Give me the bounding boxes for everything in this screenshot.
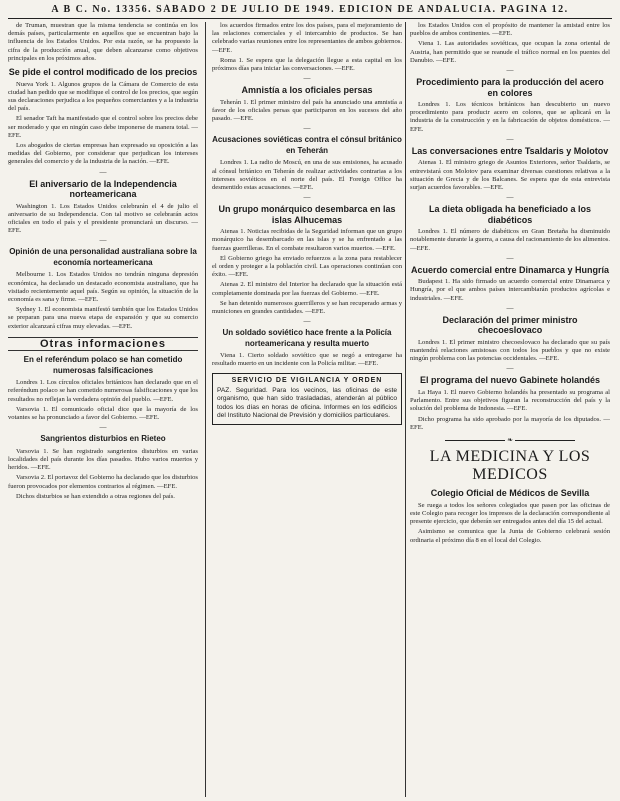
- separator: —: [506, 303, 514, 312]
- article-headline: Acuerdo comercial entre Dinamarca y Hungría: [410, 264, 610, 275]
- article-paragraph: Se ruega a todos los señores colegiados que pasen por las oficinas de este Colegio para recoger los impresos de la declaración correspondiente al presente ejercicio, que deberán ser entregados antes del día 15 del actual.: [410, 501, 610, 526]
- article-paragraph: Viena 1. Cierto soldado soviético que se negó a entregarse ha resultado muerto en un incidente con la Policía militar. —EFE.: [212, 352, 402, 368]
- article-paragraph: Varsovia 2. El portavoz del Gobierno ha declarado que los disturbios fueron provocados por elementos contrarios al régimen. —EFE.: [8, 474, 198, 490]
- separator: —: [99, 423, 107, 432]
- article-paragraph: Londres 1. Los círculos oficiales británicos han declarado que en el referéndum polaco se han cometido numerosas falsificaciones y que los resultados no reflejan la verdadera opinión del pueblo. —EFE.: [8, 379, 198, 403]
- article-paragraph: Sydney 1. El economista manifestó también que los Estados Unidos se preparan para una nueva etapa de expansión y que su comercio exterior alcanzará cifras muy elevadas. —EFE.: [8, 306, 198, 330]
- article-paragraph: Dicho programa ha sido aprobado por la mayoría de los diputados. —EFE.: [410, 415, 610, 431]
- section-heading: LA MEDICINA Y LOS MEDICOS: [429, 448, 591, 484]
- article-paragraph: Londres 1. El primer ministro checoeslovaco ha declarado que su país mantendrá relaciones amistosas con todos los pueblos y que no existe ningún problema con las potencias occidentales. —EFE.: [410, 338, 610, 363]
- column-rule: [205, 22, 206, 797]
- article-headline: Un grupo monárquico desembarca en las islas Alhucemas: [218, 204, 396, 225]
- article-headline: Colegio Oficial de Médicos de Sevilla: [430, 488, 590, 499]
- article-paragraph: Varsovia 1. El comunicado oficial dice que la mayoría de los votantes se ha pronunciado a favor del Gobierno. —EFE.: [8, 405, 198, 422]
- article-headline: El programa del nuevo Gabinete holandés: [419, 375, 601, 386]
- separator: —: [99, 236, 107, 245]
- article-headline: El aniversario de la Independencia norteamericana: [29, 178, 177, 200]
- separator: —: [506, 66, 514, 75]
- separator: —: [303, 317, 311, 326]
- article-paragraph: Dichos disturbios se han extendido a otras regiones del país.: [16, 492, 175, 500]
- article-paragraph: Los abogados de ciertas empresas han expresado su oposición a las medidas del Gobierno, por considerar que perjudican los intereses generales del comercio y de la industria de la nación. —EFE.: [8, 141, 198, 166]
- article-paragraph: Teherán 1. El primer ministro del país ha anunciado una amnistía a favor de los oficiales persas que participaron en los sucesos del año pasado. —EFE.: [212, 98, 402, 123]
- ornament-divider: ❧: [410, 436, 610, 444]
- article-paragraph: Londres 1. La radio de Moscú, en una de sus emisiones, ha acusado al cónsul británico en Teherán de realizar actividades contrarias a los intereses soviéticos en el norte del país. El Foreign Office ha desmentido estas acusaciones. —EFE.: [212, 159, 402, 191]
- article-headline: Opinión de una personalidad australiana sobre la economía norteamericana: [9, 247, 197, 267]
- article-paragraph: los acuerdos firmados entre los dos países, para el mejoramiento de las relaciones comerciales y el intercambio de productos. Se han celebrado varias reuniones entre los representantes de ambos gobiernos. —EFE.: [212, 22, 402, 54]
- article-headline: Procedimiento para la producción del acero en colores: [416, 77, 604, 98]
- notice-text: PAZ. Seguridad. Para los vecinos, las oficinas de este organismo, que han sido trasladadas, atenderán al público todos los días en horas de oficina. Informes en los edificios del Instituto Nacional de Previsión y domicilios particulares.: [217, 386, 397, 420]
- column-3: [410, 22, 610, 797]
- article-headline: Un soldado soviético hace frente a la Policía norteamericana y resulta muerto: [222, 328, 392, 348]
- separator: —: [506, 193, 514, 202]
- column-rule: [405, 22, 406, 797]
- article-headline: Se pide el control modificado de los precios: [8, 67, 198, 78]
- article-paragraph: Viena 1. Las autoridades soviéticas, que ocupan la zona oriental de Austria, han permitido que se reanude el tráfico normal en los puentes del Danubio. —EFE.: [410, 40, 610, 64]
- article-headline: Sangrientos disturbios en Rieteo: [40, 434, 166, 444]
- separator: —: [303, 74, 311, 83]
- separator: —: [506, 364, 514, 373]
- separator: —: [506, 253, 514, 262]
- article-paragraph: Londres 1. El número de diabéticos en Gran Bretaña ha disminuido notablemente durante la guerra, a causa del racionamiento de los alimentos. —EFE.: [410, 228, 610, 252]
- column-1: [8, 22, 198, 797]
- page-masthead: A B C. No. 13356. SÁBADO 2 DE JULIO DE 1949. EDICION DE ANDALUCIA. PAGINA 12.: [8, 4, 612, 19]
- article-paragraph: Washington 1. Los Estados Unidos celebrarán el 4 de julio el aniversario de su Independencia. Con tal motivo se celebrarán actos oficiales en todo el país y el presidente pronunciará un discurso. —EFE.: [8, 202, 198, 235]
- article-paragraph: Nueva York 1. Algunos grupos de la Cámara de Comercio de esta ciudad han pedido que se modifique el control de los precios, que según sus declaraciones perjudica a los pequeños comerciantes y a la industria del país.: [8, 80, 198, 113]
- article-paragraph: El Gobierno griego ha enviado refuerzos a la zona para restablecer el orden y proteger a la población civil. Las operaciones continúan con éxito. —EFE.: [212, 254, 402, 279]
- article-paragraph: Londres 1. Los técnicos británicos han descubierto un nuevo procedimiento para producir acero en colores, que se aplicará en la industria de la construcción y en la fabricación de objetos domésticos. —EFE.: [410, 101, 610, 133]
- article-headline: Amnistía a los oficiales persas: [241, 85, 373, 96]
- article-paragraph: La Haya 1. El nuevo Gobierno holandés ha presentado su programa al Parlamento. Entre sus objetivos figuran la reconstrucción del país y la solución del problema de Indonesia. —EFE.: [410, 388, 610, 413]
- article-headline: En el referéndum polaco se han cometido numerosas falsificaciones: [23, 355, 183, 375]
- article-headline: Acusaciones soviéticas contra el cónsul británico en Teherán: [212, 135, 402, 155]
- article-paragraph: Roma 1. Se espera que la delegación llegue a esta capital en los próximos días para iniciar las conversaciones. —EFE.: [212, 56, 402, 73]
- article-paragraph: Atenas 1. Noticias recibidas de la Seguridad informan que un grupo monárquico ha desembarcado en las islas y se ha enfrentado a las fuerzas guerrilleras. En el combate resultaron varios muertos. —EFE.: [212, 228, 402, 252]
- article-paragraph: Asimismo se comunica que la Junta de Gobierno celebrará sesión ordinaria el próximo día 8 en el local del Colegio.: [410, 528, 610, 544]
- article-paragraph: Varsovia 1. Se han registrado sangrientos disturbios en varias localidades del país durante los días pasados. Hubo varios muertos y heridos. —EFE.: [8, 447, 198, 472]
- column-2: [212, 22, 402, 797]
- separator: —: [99, 167, 107, 176]
- article-paragraph: Budapest 1. Ha sido firmado un acuerdo comercial entre Dinamarca y Hungría, por el que ambos países intercambiarán productos agrícolas e industriales. —EFE.: [410, 278, 610, 302]
- article-paragraph: Atenas 1. El ministro griego de Asuntos Exteriores, señor Tsaldaris, se entrevistará con Molotov para examinar diversas cuestiones relativas a la situación de Grecia y de los Balcanes. Se espera que de esta entrevista surjan acuerdos favorables. —EFE.: [410, 159, 610, 191]
- notice-box: [212, 373, 402, 425]
- separator: —: [303, 124, 311, 133]
- notice-title: SERVICIO DE VIGILANCIA Y ORDEN: [231, 376, 383, 384]
- article-paragraph: Atenas 2. El ministro del Interior ha declarado que la situación está completamente dominada por las fuerzas del Gobierno. —EFE.: [212, 281, 402, 297]
- article-headline: La dieta obligada ha beneficiado a los diabéticos: [428, 204, 592, 225]
- article-paragraph: Se han detenido numerosos guerrilleros y se han recuperado armas y municiones en grandes cantidades. —EFE.: [212, 299, 402, 315]
- article-paragraph: Melbourne 1. Los Estados Unidos no tendrán ninguna depresión económica, ha declarado un destacado economista australiano, que ha visitado recientemente aquel país. Según su opinión, la situación de la economía es sana y firme. —EFE.: [8, 271, 198, 303]
- article-headline: Las conversaciones entre Tsaldaris y Molotov: [411, 145, 609, 156]
- article-paragraph: de Truman, muestran que la misma tendencia se continúa en los demás países, particularmente en aquellos que se encuentran bajo la influencia de los Estados Unidos. Por esta razón, se ha propuesto la cifra de la producción anual, que deben alcanzarse como objetivos principales en los próximos años.: [8, 22, 198, 62]
- article-paragraph: El senador Taft ha manifestado que el control sobre los precios debe ser moderado y que en ningún caso debe imponerse de manera total. —EFE.: [8, 115, 198, 139]
- separator: —: [506, 134, 514, 143]
- separator: —: [303, 193, 311, 202]
- section-heading: Otras informaciones: [8, 337, 198, 352]
- article-paragraph: los Estados Unidos con el propósito de mantener la amistad entre los pueblos de ambos continentes. —EFE.: [410, 22, 610, 38]
- article-headline: Declaración del primer ministro checoeslovaco: [442, 314, 578, 336]
